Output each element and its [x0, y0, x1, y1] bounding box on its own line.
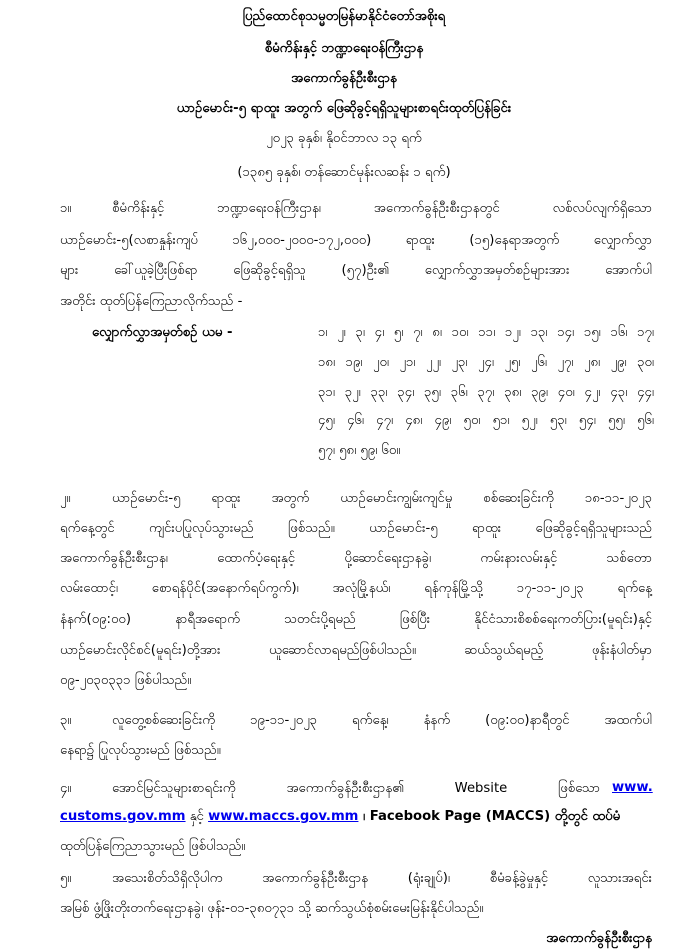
- document-date: ၂၀၂၃ ခုနှစ်၊ နိုဝင်ဘာလ ၁၃ ရက်: [266, 131, 422, 146]
- para1-line: စီမံကိန်းနှင့် ဘဏ္ဍာရေးဝန်ကြီးဌာန၊ အကောက်ခွန်ဦးစီးဌာနတွင် လစ်လပ်လျက်ရှိသော: [112, 201, 652, 216]
- para3-line: နေရာ၌ ပြုလုပ်သွားမည် ဖြစ်သည်။: [60, 743, 221, 758]
- para1-number: ၁။: [60, 201, 72, 216]
- para2-line: ယာဉ်မောင်း-၅ ရာထူး အတွက် ယာဉ်မောင်းကျွမ်းကျင်မှု စစ်ဆေးခြင်းကို ၁၈-၁၁-၂၀၂၃: [112, 491, 652, 506]
- para2-line: ၀၉-၂၀၃၀၃၃၁ ဖြစ်ပါသည်။: [60, 673, 192, 688]
- customs-website-link[interactable]: www.: [612, 780, 653, 795]
- roll-row: ၁၈၊ ၁၉၊ ၂၀၊ ၂၁၊ ၂၂၊ ၂၃၊ ၂၄၊ ၂၅၊ ၂၆၊ ၂၇၊ ၂၈၊ ၂၉၊ ၃၀၊: [318, 355, 654, 370]
- document-date-myanmar: (၁၃၈၅ ခုနှစ်၊ တန်ဆောင်မုန်းလဆန်း ၁ ရက်): [237, 165, 451, 180]
- para4-line: ထုတ်ပြန်ကြေညာသွားမည် ဖြစ်ပါသည်။: [60, 839, 246, 854]
- para4-line: [60, 808, 620, 827]
- header-ministry: စီမံကိန်းနှင့် ဘဏ္ဍာရေးဝန်ကြီးဌာန: [264, 41, 424, 56]
- para5-line: အသေးစိတ်သိရှိလိုပါက အကောက်ခွန်ဦးစီးဌာန (ရုံးချုပ်)၊ စီမံခန့်ခွဲမှုနှင့် လူသားအရင်း: [112, 871, 652, 886]
- para1-line: အတိုင်း ထုတ်ပြန်ကြေညာလိုက်သည် -: [60, 294, 243, 309]
- para4-number: ၄။: [60, 781, 72, 796]
- roll-row: ၄၅၊ ၄၆၊ ၄၇၊ ၄၈၊ ၄၉၊ ၅၀၊ ၅၁၊ ၅၂၊ ၅၃၊ ၅၄၊ ၅၅၊ ၅၆၊: [318, 413, 654, 428]
- para2-line: လမ်းထောင့်၊ စောရန်ပိုင်(အနောက်ရပ်ကွက်)၊ အလုံမြို့နယ်၊ ရန်ကုန်မြို့သို့ ၁၇-၁၁-၂၀၂၃ ရက်နေ့: [60, 581, 652, 596]
- para2-number: ၂။: [60, 491, 71, 506]
- header-department: အကောက်ခွန်ဦးစီးဌာန: [291, 71, 397, 86]
- customs-website-link[interactable]: customs.gov.mm: [60, 809, 186, 824]
- header-government: ပြည်ထောင်စုသမ္မတမြန်မာနိုင်ငံတော်အစိုးရ: [242, 9, 446, 24]
- roll-row: ၃၁၊ ၃၂၊ ၃၃၊ ၃၄၊ ၃၅၊ ၃၆၊ ၃၇၊ ၃၈၊ ၃၉၊ ၄၀၊ ၄၂၊ ၄၃၊ ၄၄၊: [318, 385, 654, 400]
- para4-line: အောင်မြင်သူများစာရင်းကို အကောက်ခွန်ဦးစီးဌာန၏ Website ဖြစ်သော: [112, 781, 600, 796]
- para2-line: နံနက်(၀၉:၀၀) နာရီအရောက် သတင်းပို့ရမည် ဖြစ်ပြီး နိုင်ငံသားစိစစ်ရေးကတ်ပြား(မူရင်း)နှင့်: [60, 612, 652, 627]
- roll-row: ၁၊ ၂၊ ၃၊ ၄၊ ၅၊ ၇၊ ၈၊ ၁၀၊ ၁၁၊ ၁၂၊ ၁၃၊ ၁၄၊ ၁၅၊ ၁၆၊ ၁၇၊: [318, 325, 654, 340]
- roll-row: ၅၇၊ ၅၈၊ ၅၉၊ ၆၀။: [318, 443, 401, 458]
- para4-text: ၊ Facebook Page (MACCS) တို့တွင် ထပ်မံ: [358, 809, 621, 824]
- para2-line: ရက်နေ့တွင် ကျင်းပပြုလုပ်သွားမည် ဖြစ်သည်။ ယာဉ်မောင်း-၅ ရာထူး ဖြေဆိုခွင့်ရရှိသူများသည်: [60, 521, 652, 536]
- para1-line: ယာဉ်မောင်း-၅(လစာနှုန်းကျပ် ၁၆၂,၀၀၀-၂၀၀၀-၁၇၂,၀၀၀) ရာထူး (၁၅)နေရာအတွက် လျှောက်လွှာ: [60, 233, 652, 248]
- para2-line: အကောက်ခွန်ဦးစီးဌာန၊ ထောက်ပံ့ရေးနှင့် ပို့ဆောင်ရေးဌာနခွဲ၊ ကမ်းနားလမ်းနှင့် သစ်တော: [60, 551, 652, 566]
- para5-number: ၅။: [60, 871, 72, 886]
- maccs-website-link[interactable]: www.maccs.gov.mm: [208, 809, 359, 824]
- para4-text: နှင့်: [185, 809, 209, 824]
- para1-line: များ ခေါ်ယူခဲ့ပြီးဖြစ်ရာ ဖြေဆိုခွင့်ရရှိသူ (၅၇)ဦး၏ လျှောက်လွှာအမှတ်စဉ်များအား အောက်ပါ: [60, 263, 652, 278]
- roll-label: လျှောက်လွှာအမှတ်စဉ် ယမ -: [92, 325, 233, 340]
- para5-line: အမြစ် ဖွံ့ဖြိုးတိုးတက်ရေးဌာနခွဲ၊ ဖုန်း-၀၁-၃၈၀၇၃၁ သို့ ဆက်သွယ်စုံစမ်းမေးမြန်းနိုင်ပါသည်။: [60, 901, 484, 916]
- signature-department: အကောက်ခွန်ဦးစီးဌာန: [546, 931, 652, 946]
- para2-line: ယာဉ်မောင်းလိုင်စင်(မူရင်း)တို့အား ယူဆောင်လာရမည်ဖြစ်ပါသည်။ ဆယ်သွယ်ရမည့် ဖုန်းနံပါတ်မှာ: [60, 643, 652, 658]
- para3-number: ၃။: [60, 713, 72, 728]
- para3-line: လူတွေ့စစ်ဆေးခြင်းကို ၁၉-၁၁-၂၀၂၃ ရက်နေ့၊ နံနက် (၀၉:၀၀)နာရီတွင် အထက်ပါ: [112, 713, 652, 728]
- document-title: ယာဉ်မောင်း-၅ ရာထူး အတွက် ဖြေဆိုခွင့်ရရှိသူများစာရင်းထုတ်ပြန်ခြင်း: [176, 101, 512, 116]
